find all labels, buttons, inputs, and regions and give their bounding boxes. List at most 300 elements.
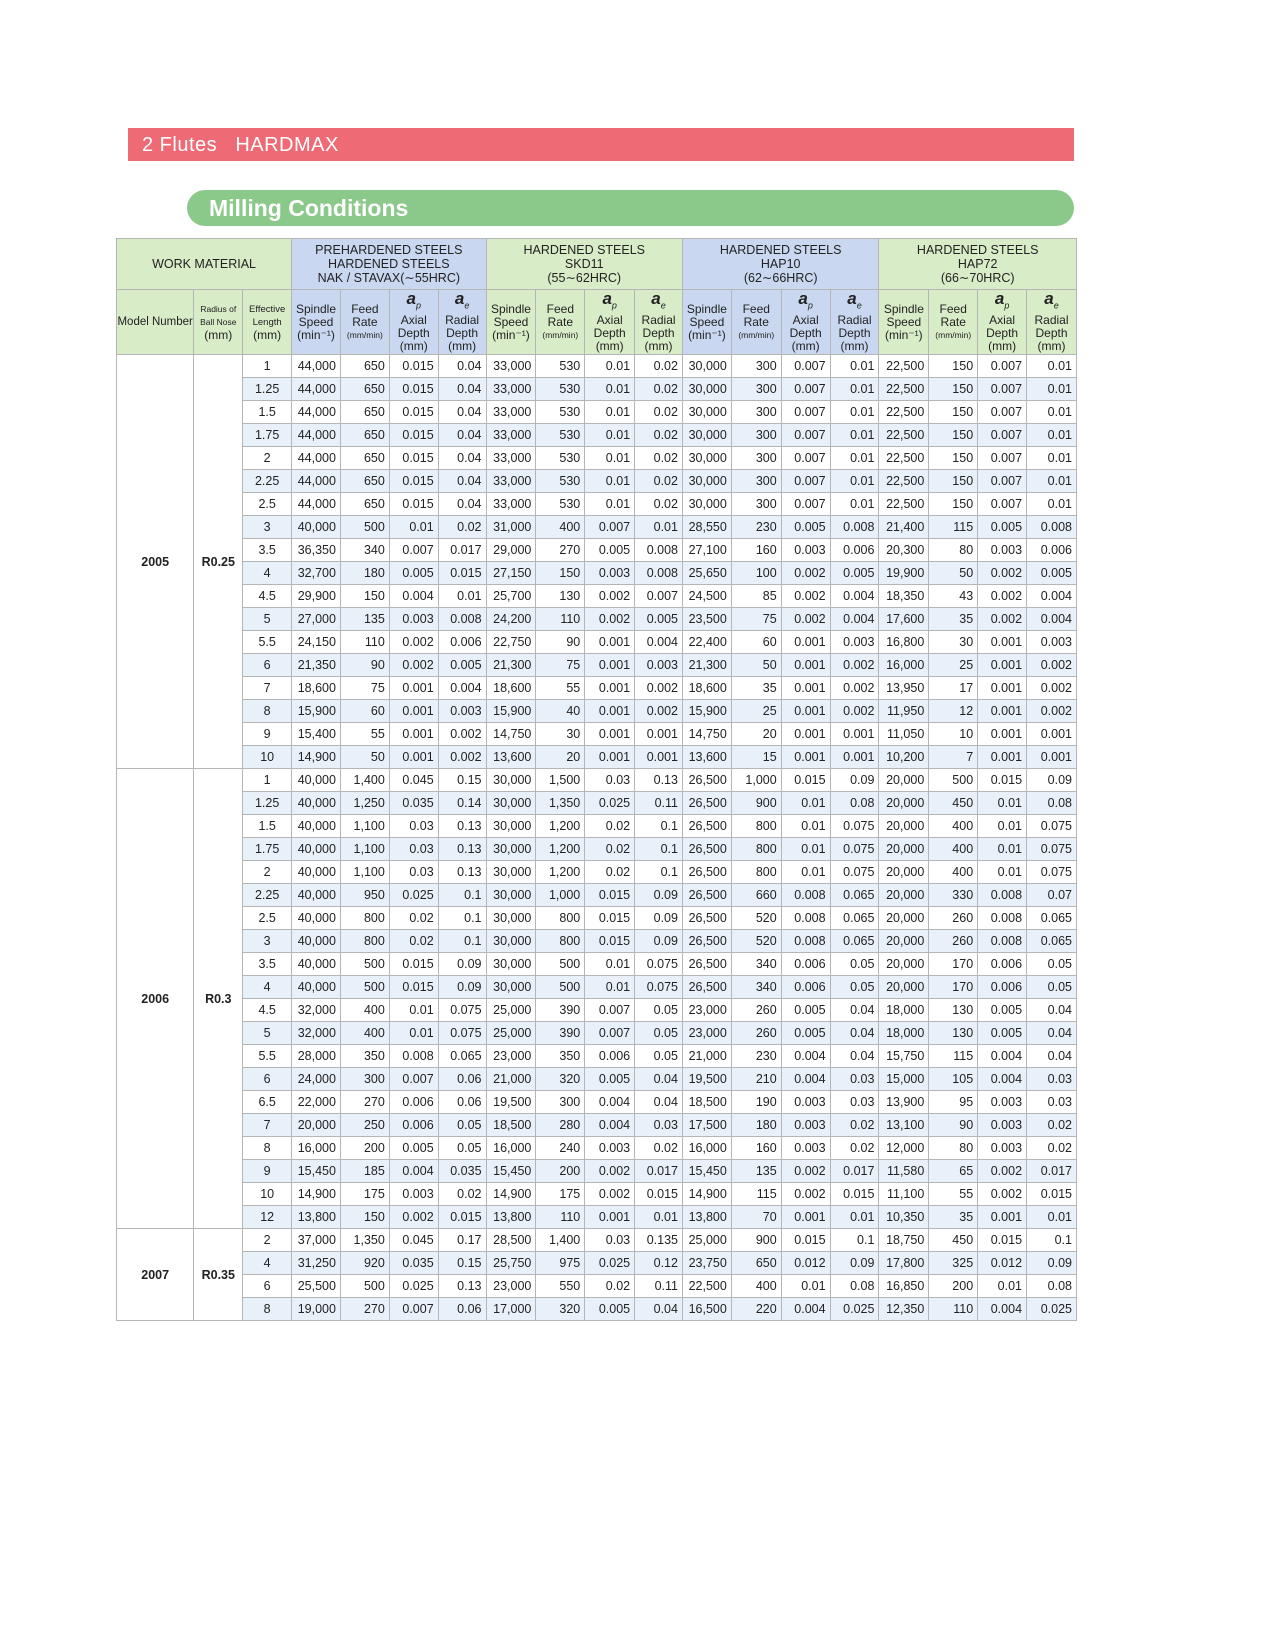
value-cell: 0.09 (830, 769, 879, 792)
value-cell: 0.01 (978, 815, 1027, 838)
value-cell: 0.05 (1027, 953, 1077, 976)
table-row (117, 1252, 1077, 1275)
value-cell: 15,450 (682, 1160, 731, 1183)
spindle-speed-header-hap10 (682, 290, 731, 355)
value-cell: 270 (340, 1298, 389, 1321)
group-line: HAP10 (760, 257, 801, 271)
value-cell: 0.075 (830, 815, 879, 838)
axial-depth-header-hap72 (978, 290, 1027, 355)
header-line: (mm) (840, 338, 869, 353)
value-cell: 450 (929, 1229, 978, 1252)
value-cell: 0.1 (438, 930, 486, 953)
value-cell: 0.001 (585, 654, 635, 677)
value-cell: 0.01 (781, 861, 830, 884)
value-cell: 300 (731, 401, 781, 424)
value-cell: 320 (536, 1298, 585, 1321)
value-cell: 13,800 (292, 1206, 341, 1229)
axial-symbol-letter: a (994, 289, 1005, 309)
value-cell: 0.007 (781, 401, 830, 424)
value-cell: 520 (731, 930, 781, 953)
value-cell: 33,000 (486, 447, 536, 470)
value-cell: 60 (731, 631, 781, 654)
value-cell: 27,100 (682, 539, 731, 562)
table-row (117, 608, 1077, 631)
header-line: Radial (445, 312, 480, 327)
value-cell: 250 (340, 1114, 389, 1137)
value-cell: 0.04 (438, 447, 486, 470)
value-cell: 20,000 (292, 1114, 341, 1137)
value-cell: 0.001 (978, 746, 1027, 769)
value-cell: 110 (929, 1298, 978, 1321)
value-cell: 975 (536, 1252, 585, 1275)
value-cell: 340 (731, 976, 781, 999)
header-line: Speed (298, 314, 334, 329)
value-cell: 25 (929, 654, 978, 677)
value-cell: 23,500 (682, 608, 731, 631)
value-cell: 0.015 (438, 1206, 486, 1229)
effective-length-cell: 1.25 (243, 378, 292, 401)
value-cell: 44,000 (292, 401, 341, 424)
value-cell: 0.007 (978, 424, 1027, 447)
effective-length-cell: 1.5 (243, 815, 292, 838)
value-cell: 21,300 (486, 654, 536, 677)
effective-length-cell: 10 (243, 1183, 292, 1206)
value-cell: 1,350 (340, 1229, 389, 1252)
value-cell: 0.11 (635, 1275, 683, 1298)
group-header-hap10 (682, 239, 878, 290)
table-row (117, 378, 1077, 401)
value-cell: 0.002 (830, 700, 879, 723)
group-header-hap72 (879, 239, 1077, 290)
value-cell: 0.01 (635, 516, 683, 539)
model-number-cell: 2007 (117, 1229, 194, 1321)
value-cell: 40,000 (292, 815, 341, 838)
value-cell: 0.05 (635, 1045, 683, 1068)
value-cell: 0.012 (978, 1252, 1027, 1275)
value-cell: 30 (536, 723, 585, 746)
value-cell: 0.005 (781, 516, 830, 539)
value-cell: 40,000 (292, 516, 341, 539)
group-header-prehardened (292, 239, 486, 290)
value-cell: 0.001 (585, 631, 635, 654)
value-cell: 26,500 (682, 976, 731, 999)
value-cell: 0.001 (781, 723, 830, 746)
value-cell: 80 (929, 539, 978, 562)
value-cell: 50 (340, 746, 389, 769)
value-cell: 0.002 (635, 700, 683, 723)
table-row (117, 424, 1077, 447)
value-cell: 500 (536, 953, 585, 976)
effective-length-cell: 5 (243, 608, 292, 631)
value-cell: 23,750 (682, 1252, 731, 1275)
ball-radius-cell: R0.3 (194, 769, 243, 1229)
table-row (117, 1275, 1077, 1298)
table-row (117, 585, 1077, 608)
header-line: (mm) (791, 338, 820, 353)
value-cell: 7 (929, 746, 978, 769)
value-cell: 40,000 (292, 769, 341, 792)
value-cell: 13,950 (879, 677, 929, 700)
value-cell: 90 (929, 1114, 978, 1137)
value-cell: 30,000 (486, 815, 536, 838)
value-cell: 0.008 (978, 930, 1027, 953)
value-cell: 23,000 (486, 1275, 536, 1298)
value-cell: 0.002 (585, 585, 635, 608)
value-cell: 0.001 (1027, 746, 1077, 769)
value-cell: 1,250 (340, 792, 389, 815)
value-cell: 18,600 (486, 677, 536, 700)
value-cell: 35 (929, 608, 978, 631)
value-cell: 0.14 (438, 792, 486, 815)
ball-radius-cell: R0.35 (194, 1229, 243, 1321)
value-cell: 0.04 (438, 424, 486, 447)
value-cell: 0.003 (781, 1114, 830, 1137)
header-line: (mm/min) (935, 329, 972, 340)
value-cell: 650 (340, 355, 389, 378)
value-cell: 0.001 (389, 677, 438, 700)
header-line: Spindle (883, 301, 924, 316)
value-cell: 0.15 (438, 1252, 486, 1275)
value-cell: 0.005 (978, 516, 1027, 539)
value-cell: 0.006 (389, 1091, 438, 1114)
value-cell: 25,500 (292, 1275, 341, 1298)
header-line: Radial (1034, 312, 1069, 327)
value-cell: 530 (536, 401, 585, 424)
value-cell: 0.004 (978, 1298, 1027, 1321)
value-cell: 0.075 (1027, 861, 1077, 884)
value-cell: 0.04 (830, 1022, 879, 1045)
value-cell: 40,000 (292, 884, 341, 907)
value-cell: 0.001 (978, 631, 1027, 654)
value-cell: 0.002 (781, 1160, 830, 1183)
value-cell: 200 (536, 1160, 585, 1183)
header-line: (min⁻¹) (688, 327, 726, 342)
feed-rate-header-hap10 (731, 290, 781, 355)
milling-conditions-table (116, 238, 1077, 1321)
value-cell: 43 (929, 585, 978, 608)
value-cell: 21,000 (486, 1068, 536, 1091)
value-cell: 1,100 (340, 861, 389, 884)
value-cell: 20,300 (879, 539, 929, 562)
value-cell: 19,000 (292, 1298, 341, 1321)
effective-length-cell: 5.5 (243, 1045, 292, 1068)
value-cell: 0.05 (635, 999, 683, 1022)
value-cell: 0.007 (585, 999, 635, 1022)
value-cell: 65 (929, 1160, 978, 1183)
value-cell: 30,000 (486, 792, 536, 815)
value-cell: 260 (731, 1022, 781, 1045)
axial-symbol (585, 291, 634, 313)
value-cell: 25,750 (486, 1252, 536, 1275)
value-cell: 340 (340, 539, 389, 562)
value-cell: 19,500 (682, 1068, 731, 1091)
effective-length-cell: 1.75 (243, 838, 292, 861)
header-line: (mm) (644, 338, 673, 353)
value-cell: 22,000 (292, 1091, 341, 1114)
axial-symbol-subscript: p (807, 300, 813, 311)
value-cell: 0.008 (1027, 516, 1077, 539)
value-cell: 0.002 (389, 654, 438, 677)
value-cell: 0.1 (438, 907, 486, 930)
value-cell: 26,500 (682, 815, 731, 838)
group-line: NAK / STAVAX(∼55HRC) (317, 271, 461, 285)
value-cell: 0.02 (635, 378, 683, 401)
value-cell: 0.17 (438, 1229, 486, 1252)
value-cell: 0.01 (781, 815, 830, 838)
value-cell: 0.01 (438, 585, 486, 608)
value-cell: 0.003 (978, 1137, 1027, 1160)
value-cell: 26,500 (682, 953, 731, 976)
header-line: Ball Nose (200, 316, 237, 327)
table-row (117, 1137, 1077, 1160)
axial-symbol-subscript: p (1004, 300, 1010, 311)
value-cell: 26,500 (682, 861, 731, 884)
value-cell: 0.002 (781, 1183, 830, 1206)
effective-length-cell: 6.5 (243, 1091, 292, 1114)
value-cell: 0.002 (978, 608, 1027, 631)
effective-length-cell: 6 (243, 654, 292, 677)
value-cell: 0.003 (978, 1114, 1027, 1137)
header-line: Feed (939, 301, 967, 316)
value-cell: 0.002 (781, 608, 830, 631)
axial-symbol (978, 291, 1026, 313)
model-number-header: Model Number (117, 290, 194, 355)
value-cell: 0.015 (585, 930, 635, 953)
value-cell: 800 (340, 907, 389, 930)
value-cell: 105 (929, 1068, 978, 1091)
effective-length-cell: 2 (243, 447, 292, 470)
table-row (117, 861, 1077, 884)
value-cell: 0.004 (585, 1114, 635, 1137)
value-cell: 0.02 (1027, 1137, 1077, 1160)
value-cell: 0.04 (830, 999, 879, 1022)
value-cell: 650 (340, 470, 389, 493)
radial-symbol-letter: a (1044, 289, 1054, 309)
value-cell: 0.005 (438, 654, 486, 677)
value-cell: 30,000 (682, 424, 731, 447)
value-cell: 0.1 (1027, 1229, 1077, 1252)
effective-length-cell: 2.25 (243, 884, 292, 907)
value-cell: 0.017 (830, 1160, 879, 1183)
value-cell: 210 (731, 1068, 781, 1091)
value-cell: 33,000 (486, 378, 536, 401)
header-line: (mm) (399, 338, 428, 353)
value-cell: 0.05 (438, 1114, 486, 1137)
value-cell: 0.025 (585, 1252, 635, 1275)
value-cell: 800 (536, 930, 585, 953)
value-cell: 0.01 (830, 355, 879, 378)
value-cell: 0.006 (585, 1045, 635, 1068)
value-cell: 270 (340, 1091, 389, 1114)
value-cell: 17,800 (879, 1252, 929, 1275)
value-cell: 31,000 (486, 516, 536, 539)
value-cell: 500 (536, 976, 585, 999)
value-cell: 20,000 (879, 907, 929, 930)
effective-length-cell: 7 (243, 677, 292, 700)
value-cell: 40,000 (292, 930, 341, 953)
value-cell: 0.04 (438, 378, 486, 401)
value-cell: 0.007 (978, 378, 1027, 401)
value-cell: 0.04 (635, 1068, 683, 1091)
value-cell: 0.007 (978, 470, 1027, 493)
value-cell: 0.01 (585, 976, 635, 999)
value-cell: 0.005 (830, 562, 879, 585)
value-cell: 44,000 (292, 447, 341, 470)
value-cell: 0.002 (830, 654, 879, 677)
header-line: (mm) (253, 327, 282, 342)
radial-depth-header-skd11 (635, 290, 683, 355)
value-cell: 0.03 (635, 1114, 683, 1137)
value-cell: 20,000 (879, 930, 929, 953)
value-cell: 530 (536, 493, 585, 516)
effective-length-cell: 6 (243, 1068, 292, 1091)
table-row (117, 700, 1077, 723)
value-cell: 0.015 (389, 401, 438, 424)
effective-length-cell: 8 (243, 700, 292, 723)
value-cell: 400 (340, 999, 389, 1022)
value-cell: 24,200 (486, 608, 536, 631)
value-cell: 25,650 (682, 562, 731, 585)
value-cell: 0.1 (635, 861, 683, 884)
value-cell: 0.01 (1027, 424, 1077, 447)
value-cell: 200 (929, 1275, 978, 1298)
value-cell: 500 (929, 769, 978, 792)
header-line: Rate (743, 314, 769, 329)
value-cell: 0.004 (1027, 585, 1077, 608)
value-cell: 150 (929, 378, 978, 401)
value-cell: 0.01 (585, 470, 635, 493)
value-cell: 11,580 (879, 1160, 929, 1183)
value-cell: 115 (929, 1045, 978, 1068)
value-cell: 150 (929, 401, 978, 424)
value-cell: 20,000 (879, 815, 929, 838)
value-cell: 16,500 (682, 1298, 731, 1321)
axial-symbol-subscript: p (415, 300, 421, 311)
value-cell: 32,700 (292, 562, 341, 585)
effective-length-cell: 3.5 (243, 539, 292, 562)
effective-length-cell: 4.5 (243, 999, 292, 1022)
value-cell: 55 (340, 723, 389, 746)
header-line: Speed (886, 314, 922, 329)
value-cell: 0.025 (389, 884, 438, 907)
value-cell: 14,900 (292, 1183, 341, 1206)
value-cell: 0.007 (389, 539, 438, 562)
value-cell: 30,000 (486, 884, 536, 907)
value-cell: 650 (340, 378, 389, 401)
value-cell: 0.001 (830, 723, 879, 746)
effective-length-cell: 2.25 (243, 470, 292, 493)
value-cell: 24,500 (682, 585, 731, 608)
value-cell: 300 (731, 447, 781, 470)
value-cell: 0.09 (635, 930, 683, 953)
value-cell: 0.06 (438, 1091, 486, 1114)
value-cell: 0.015 (585, 907, 635, 930)
value-cell: 0.01 (389, 999, 438, 1022)
radial-symbol (439, 291, 486, 313)
header-line: Radial (641, 312, 676, 327)
model-number-cell: 2005 (117, 355, 194, 769)
value-cell: 150 (929, 447, 978, 470)
value-cell: 13,600 (682, 746, 731, 769)
value-cell: 160 (731, 539, 781, 562)
value-cell: 18,500 (682, 1091, 731, 1114)
value-cell: 0.02 (635, 401, 683, 424)
header-line: Spindle (686, 301, 727, 316)
value-cell: 0.001 (585, 677, 635, 700)
value-cell: 0.002 (389, 1206, 438, 1229)
table-row (117, 953, 1077, 976)
table-row (117, 401, 1077, 424)
value-cell: 0.075 (438, 999, 486, 1022)
value-cell: 70 (731, 1206, 781, 1229)
value-cell: 0.03 (585, 1229, 635, 1252)
value-cell: 0.001 (978, 677, 1027, 700)
header-line: Axial (989, 312, 1016, 327)
value-cell: 0.08 (830, 792, 879, 815)
value-cell: 1,200 (536, 861, 585, 884)
axial-depth-header-skd11 (585, 290, 635, 355)
value-cell: 115 (929, 516, 978, 539)
feed-rate-header-hap72 (929, 290, 978, 355)
value-cell: 40 (536, 700, 585, 723)
value-cell: 0.01 (830, 424, 879, 447)
table-row (117, 1298, 1077, 1321)
value-cell: 0.004 (781, 1045, 830, 1068)
effective-length-cell: 1.5 (243, 401, 292, 424)
value-cell: 0.007 (389, 1068, 438, 1091)
value-cell: 0.01 (389, 516, 438, 539)
value-cell: 0.008 (781, 907, 830, 930)
value-cell: 26,500 (682, 769, 731, 792)
value-cell: 0.03 (585, 769, 635, 792)
value-cell: 14,900 (682, 1183, 731, 1206)
value-cell: 24,150 (292, 631, 341, 654)
value-cell: 30,000 (682, 355, 731, 378)
value-cell: 0.001 (389, 746, 438, 769)
value-cell: 530 (536, 470, 585, 493)
value-cell: 130 (929, 1022, 978, 1045)
table-row (117, 769, 1077, 792)
value-cell: 30,000 (682, 378, 731, 401)
value-cell: 0.015 (389, 470, 438, 493)
table-row (117, 631, 1077, 654)
value-cell: 20,000 (879, 838, 929, 861)
value-cell: 27,150 (486, 562, 536, 585)
value-cell: 20,000 (879, 861, 929, 884)
value-cell: 0.02 (830, 1137, 879, 1160)
value-cell: 40,000 (292, 976, 341, 999)
ball-radius-cell: R0.25 (194, 355, 243, 769)
value-cell: 0.008 (389, 1045, 438, 1068)
value-cell: 650 (340, 424, 389, 447)
value-cell: 0.035 (389, 1252, 438, 1275)
value-cell: 0.003 (389, 1183, 438, 1206)
effective-length-cell: 7 (243, 1114, 292, 1137)
value-cell: 650 (340, 447, 389, 470)
value-cell: 0.004 (1027, 608, 1077, 631)
value-cell: 0.007 (781, 355, 830, 378)
value-cell: 0.13 (438, 815, 486, 838)
value-cell: 0.004 (978, 1068, 1027, 1091)
value-cell: 650 (731, 1252, 781, 1275)
value-cell: 20,000 (879, 953, 929, 976)
table-row (117, 723, 1077, 746)
value-cell: 16,850 (879, 1275, 929, 1298)
value-cell: 0.004 (585, 1091, 635, 1114)
header-line: Speed (689, 314, 725, 329)
value-cell: 0.075 (830, 838, 879, 861)
value-cell: 90 (340, 654, 389, 677)
